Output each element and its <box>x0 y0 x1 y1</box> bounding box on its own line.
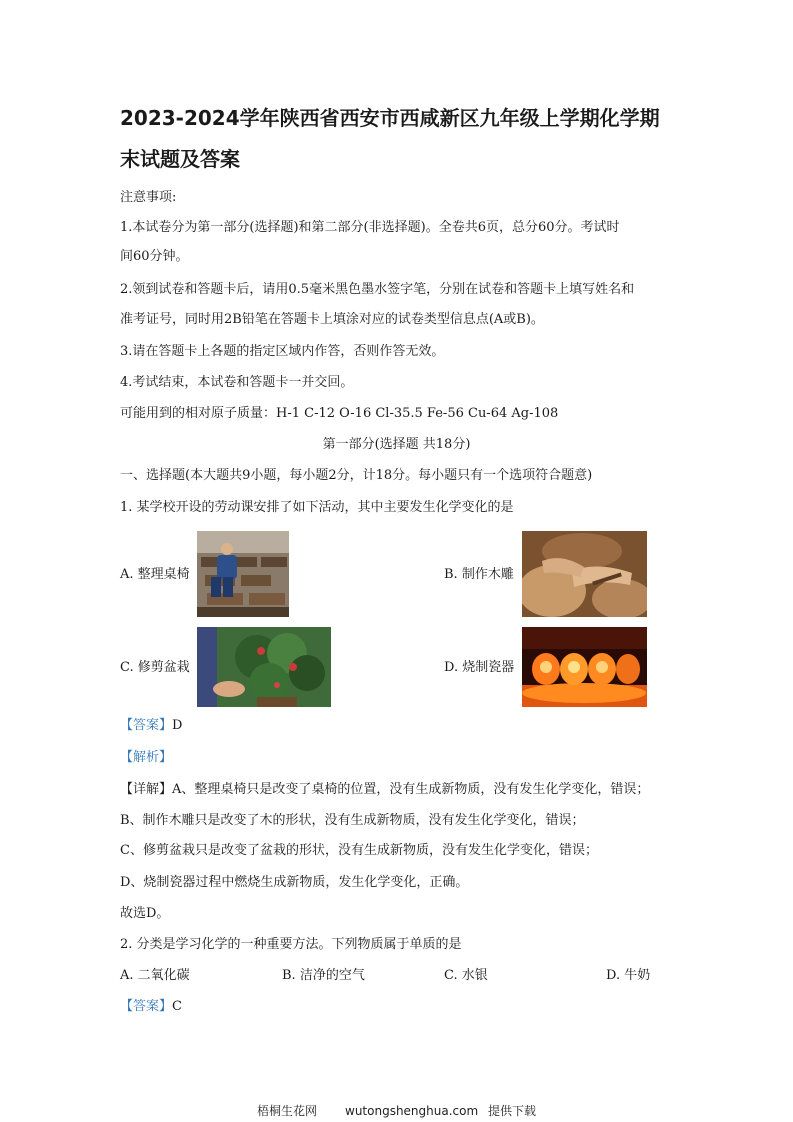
question-2-stem: 2. 分类是学习化学的一种重要方法。下列物质属于单质的是 <box>120 937 462 952</box>
notice-item-2b: 准考证号，同时用2B铅笔在答题卡上填涂对应的试卷类型信息点(A或B)。 <box>120 312 544 327</box>
detail-tag: 【详解】 <box>120 782 173 797</box>
q1-detail-d: D、烧制瓷器过程中燃烧生成新物质，发生化学变化，正确。 <box>120 875 469 890</box>
detail-a-text: A、整理桌椅只是改变了桌椅的位置，没有生成新物质，没有发生化学变化，错误； <box>172 782 650 797</box>
kiln-firing-photo <box>522 627 647 707</box>
q1-detail-a <box>120 781 649 799</box>
notice-heading: 注意事项: <box>120 190 177 205</box>
notice-item-1a: 1.本试卷分为第一部分(选择题)和第二部分(非选择题)。全卷共6页，总分60分。考试时 <box>120 220 620 235</box>
q1-conclusion: 故选D。 <box>120 906 170 921</box>
answer-value: D <box>172 718 183 733</box>
q1-option-d: D. 烧制瓷器 <box>444 660 515 675</box>
answer-tag: 【答案】 <box>120 718 173 733</box>
document-title-line-1: 2023-2024学年陕西省西安市西咸新区九年级上学期化学期 <box>120 106 660 130</box>
q1-option-c: C. 修剪盆栽 <box>120 660 190 675</box>
q2-answer <box>120 998 182 1016</box>
q2-option-a: A. 二氧化碳 <box>120 968 190 983</box>
q1-option-b: B. 制作木雕 <box>444 567 514 582</box>
part-one-heading: 第一部分(选择题 共18分) <box>322 437 471 452</box>
document-title-line-2: 末试题及答案 <box>120 147 240 171</box>
notice-item-2a: 2.领到试卷和答题卡后，请用0.5毫米黑色墨水签字笔，分别在试卷和答题卡上填写姓名和 <box>120 282 635 297</box>
notice-item-4: 4.考试结束，本试卷和答题卡一并交回。 <box>120 375 354 390</box>
question-1-stem: 1. 某学校开设的劳动课安排了如下活动，其中主要发生化学变化的是 <box>120 500 514 515</box>
notice-item-1b: 间60分钟。 <box>120 249 189 264</box>
atomic-masses: 可能用到的相对原子质量：H-1 C-12 O-16 Cl-35.5 Fe-56 Cu-64 Ag-108 <box>120 406 559 421</box>
q2-option-d: D. 牛奶 <box>606 968 651 983</box>
q1-answer <box>120 717 182 735</box>
bonsai-trimming-illustration <box>197 627 331 707</box>
q2-option-c: C. 水银 <box>444 968 488 983</box>
analysis-tag: 【解析】 <box>120 750 173 765</box>
woodcarving-photo <box>522 531 647 617</box>
woodcarving-illustration <box>522 531 647 617</box>
q1-option-a: A. 整理桌椅 <box>120 567 190 582</box>
footer-site-name: 梧桐生花网 <box>257 1104 318 1118</box>
q1-detail-b: B、制作木雕只是改变了木的形状，没有生成新物质，没有发生化学变化，错误； <box>120 813 585 828</box>
q2-option-b: B. 洁净的空气 <box>282 968 365 983</box>
q1-analysis <box>120 749 172 767</box>
footer-slogan: 提供下载 <box>488 1104 537 1118</box>
answer-tag: 【答案】 <box>120 999 173 1014</box>
footer-site-url[interactable]: wutongshenghua.com <box>345 1104 479 1118</box>
q1-detail-c: C、修剪盆栽只是改变了盆栽的形状，没有生成新物质，没有发生化学变化，错误； <box>120 843 598 858</box>
section-heading: 一、选择题(本大题共9小题，每小题2分，计18分。每小题只有一个选项符合题意) <box>120 468 593 483</box>
notice-item-3: 3.请在答题卡上各题的指定区域内作答，否则作答无效。 <box>120 344 445 359</box>
answer-value: C <box>172 999 182 1014</box>
kiln-firing-illustration <box>522 627 647 707</box>
classroom-desks-illustration <box>197 531 289 617</box>
bonsai-trimming-photo <box>197 627 331 707</box>
classroom-desks-photo <box>197 531 289 617</box>
